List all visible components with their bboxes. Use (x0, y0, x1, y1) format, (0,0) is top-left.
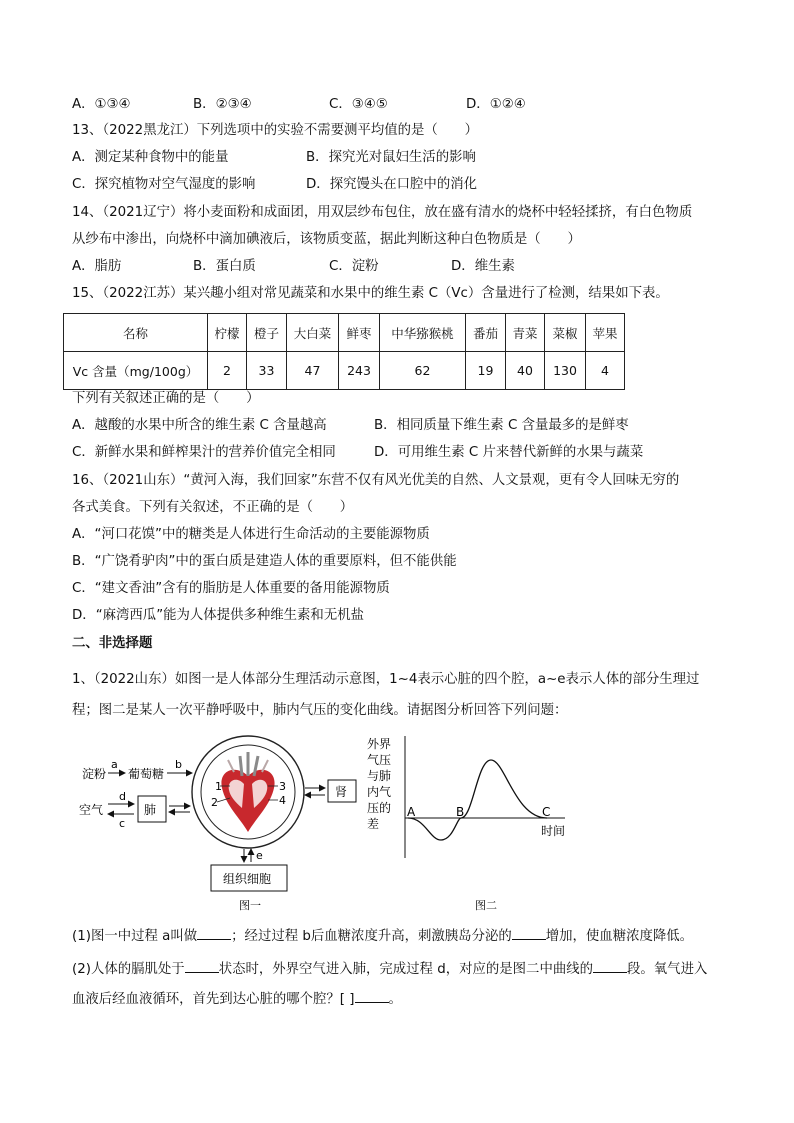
q15-option-c: C．新鲜水果和鲜榨果汁的营养价值完全相同 (72, 445, 336, 460)
q14-stem-line1: 14、（2021辽宁）将小麦面粉和成面团，用双层纱布包住，放在盛有清水的烧杯中轻轻揉挤，有白色物质 (72, 205, 693, 220)
answer-blank[interactable] (197, 925, 231, 940)
q13-option-a: A．测定某种食物中的能量 (72, 150, 229, 165)
sub-question-2: (2)人体的膈肌处于 状态时，外界空气进入肺，完成过程 d，对应的是图二中曲线的 段。氧气进入 (72, 958, 707, 980)
x-axis-label: 时间 (541, 824, 566, 838)
q15-stem: 15、（2022江苏）某兴趣小组对常见蔬菜和水果中的维生素 C（Vc）含量进行了检测，结果如下表。 (72, 286, 669, 301)
q13-option-d: D．探究馒头在口腔中的消化 (306, 177, 477, 192)
table-cell: 番茄 (466, 314, 506, 352)
process-d-label: d (119, 790, 126, 803)
svg-text:内气: 内气 (367, 785, 392, 799)
svg-text:差: 差 (367, 817, 380, 831)
table-cell: 中华猕猴桃 (380, 314, 466, 352)
figure-one (72, 728, 362, 918)
q15-option-a: A．越酸的水果中所含的维生素 C 含量越高 (72, 418, 327, 433)
point-b-label: B (456, 805, 465, 819)
air-label: 空气 (79, 803, 104, 817)
nq1-stem-line1: 1、（2022山东）如图一是人体部分生理活动示意图，1~4表示心脏的四个腔，a~e表示人体的部分生理过 (72, 672, 700, 687)
q15-option-d: D．可用维生素 C 片来替代新鲜的水果与蔬菜 (374, 445, 644, 460)
table-cell: 243 (339, 352, 380, 390)
table-cell: 大白菜 (287, 314, 339, 352)
table-cell: Vc 含量（mg/100g） (64, 352, 208, 390)
q14-stem-line2: 从纱布中渗出，向烧杯中滴加碘液后，该物质变蓝，据此判断这种白色物质是（ ） (72, 232, 581, 247)
tissue-label: 组织细胞 (223, 872, 272, 886)
table-cell: 62 (380, 352, 466, 390)
q15-after-table: 下列有关叙述正确的是（ ） (72, 391, 260, 406)
table-cell: 2 (208, 352, 247, 390)
table-cell: 4 (586, 352, 625, 390)
answer-blank[interactable] (355, 988, 389, 1003)
answer-blank[interactable] (593, 958, 627, 973)
answer-blank[interactable] (512, 925, 546, 940)
vc-table (63, 313, 625, 390)
table-cell: 40 (506, 352, 545, 390)
q14-option-a: A．脂肪 (72, 259, 122, 274)
q16-option-a: A．“河口花馍”中的糖类是人体进行生命活动的主要能源物质 (72, 527, 430, 542)
q16-option-c: C．“建文香油”含有的脂肪是人体重要的备用能源物质 (72, 581, 390, 596)
svg-text:气压: 气压 (367, 753, 392, 767)
process-e-label: e (256, 849, 263, 862)
kidney-label: 肾 (335, 785, 348, 799)
q12-option-c: C．③④⑤ (329, 97, 388, 112)
point-c-label: C (542, 805, 551, 819)
figure-two-caption: 图二 (475, 899, 497, 912)
table-cell: 鲜枣 (339, 314, 380, 352)
section-heading: 二、非选择题 (72, 636, 153, 651)
table-cell: 苹果 (586, 314, 625, 352)
q13-option-c: C．探究植物对空气湿度的影响 (72, 177, 256, 192)
table-cell: 130 (545, 352, 586, 390)
table-cell: 33 (247, 352, 287, 390)
process-b-label: b (175, 758, 182, 771)
q16-stem-line2: 各式美食。下列有关叙述，不正确的是（ ） (72, 500, 354, 515)
table-cell: 青菜 (506, 314, 545, 352)
q15-option-b: B．相同质量下维生素 C 含量最多的是鲜枣 (374, 418, 629, 433)
q16-stem-line1: 16、（2021山东）“黄河入海，我们回家”东营不仅有风光优美的自然、人文景观，更有令人回味无穷的 (72, 473, 680, 488)
table-cell: 19 (466, 352, 506, 390)
q16-option-b: B．“广饶肴驴肉”中的蛋白质是建造人体的重要原料，但不能供能 (72, 554, 457, 569)
q12-option-b: B．②③④ (193, 97, 252, 112)
q14-option-c: C．淀粉 (329, 259, 379, 274)
process-c-label: c (119, 817, 126, 830)
q14-option-d: D．维生素 (451, 259, 515, 274)
sub-question-1: (1)图一中过程 a叫做 ；经过过程 b后血糖浓度升高，刺激胰岛分泌的 增加，使血糖浓度降低。 (72, 925, 693, 947)
svg-text:外界: 外界 (367, 737, 392, 751)
chamber-label-3: 3 (279, 780, 286, 793)
chamber-label-1: 1 (215, 780, 222, 793)
table-cell: 菜椒 (545, 314, 586, 352)
sub-question-2-cont: 血液后经血液循环，首先到达心脏的哪个腔？[ ] 。 (72, 988, 402, 1010)
chamber-label-2: 2 (211, 796, 218, 809)
q13-option-b: B．探究光对鼠妇生活的影响 (306, 150, 476, 165)
table-row (64, 352, 625, 390)
q13-stem: 13、（2022黑龙江）下列选项中的实验不需要测平均值的是（ ） (72, 123, 478, 138)
heart-icon (221, 752, 274, 832)
lung-label: 肺 (144, 803, 157, 817)
q12-option-a: A．①③④ (72, 97, 131, 112)
table-cell: 柠檬 (208, 314, 247, 352)
chamber-label-4: 4 (279, 794, 286, 807)
y-axis-label (367, 737, 391, 831)
answer-blank[interactable] (185, 958, 219, 973)
figure-two (365, 728, 590, 918)
table-cell: 名称 (64, 314, 208, 352)
q16-option-d: D．“麻湾西瓜”能为人体提供多种维生素和无机盐 (72, 608, 364, 623)
point-a-label: A (407, 805, 416, 819)
pressure-curve (408, 760, 547, 840)
table-header-row (64, 314, 625, 352)
q14-option-b: B．蛋白质 (193, 259, 256, 274)
table-cell: 47 (287, 352, 339, 390)
nq1-stem-line2: 程；图二是某人一次平静呼吸中，肺内气压的变化曲线。请据图分析回答下列问题： (72, 703, 568, 718)
q12-option-d: D．①②④ (466, 97, 526, 112)
svg-text:压的: 压的 (367, 801, 392, 815)
svg-text:与肺: 与肺 (367, 769, 392, 783)
figure-one-caption: 图一 (239, 899, 261, 912)
starch-label: 淀粉 (82, 767, 107, 781)
process-a-label: a (111, 758, 118, 771)
glucose-label: 葡萄糖 (128, 767, 165, 781)
table-cell: 橙子 (247, 314, 287, 352)
